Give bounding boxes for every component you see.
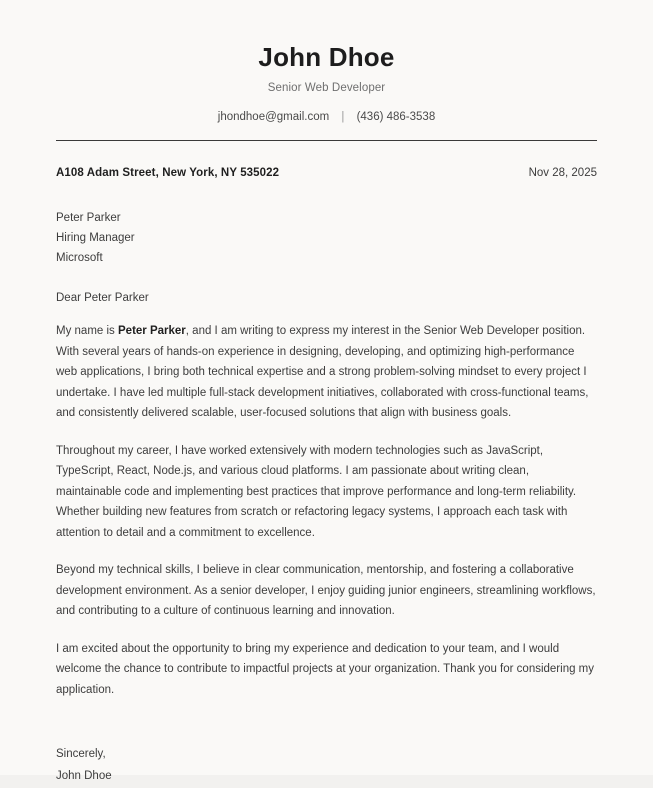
paragraph-1-rest: , and I am writing to express my interest in the Senior Web Developer position. With several years of hands-on experience in designing, developing, and optimizing high-performance web applications, I bring both technical expertise and a strong problem-solving mindset to every project I undertake. I have led multiple full-stack development initiatives, collaborated with cross-functional teams, and consistently delivered scalable, user-focused solutions that align with business goals. (56, 325, 589, 420)
contact-phone[interactable]: (436) 486-3538 (356, 111, 436, 124)
salutation: Dear Peter Parker (56, 292, 149, 305)
recipient-block (56, 209, 597, 268)
sender-address: A108 Adam Street, New York, NY 535022 (56, 167, 280, 180)
applicant-job-title: Senior Web Developer (267, 82, 386, 95)
recipient-company: Microsoft (56, 251, 103, 264)
recipient-name: Peter Parker (56, 212, 121, 225)
letter-body (56, 321, 597, 700)
address-date-row (56, 167, 597, 179)
body-paragraph-3: Beyond my technical skills, I believe in clear communication, mentorship, and fostering a collaborative development environment. As a senior developer, I enjoy guiding junior engineers, streamlining workflows, and contributing to a culture of continuous learning and innovation. (56, 564, 596, 618)
contact-separator: | (341, 111, 345, 124)
recipient-role: Hiring Manager (56, 231, 135, 244)
contact-email[interactable]: jhondhoe@gmail.com (217, 111, 330, 124)
body-paragraph-1 (56, 321, 597, 423)
letter-date: Nov 28, 2025 (528, 167, 597, 180)
letter-header (56, 0, 597, 141)
applicant-name: John Dhoe (258, 42, 395, 72)
body-paragraph-4: I am excited about the opportunity to bring my experience and dedication to your team, and I would welcome the chance to contribute to impactful projects at your organization. Thank you for considering my application. (56, 642, 595, 696)
paragraph-1-bold-name: Peter Parker (118, 325, 186, 338)
body-paragraph-2: Throughout my career, I have worked extensively with modern technologies such as JavaScript, TypeScript, React, Node.js, and various cloud platforms. I am passionate about writing clean, maintainable code and implementing best practices that improve performance and long-term reliability. Whether building new features from scratch or refactoring legacy systems, I approach each task with attention to detail and a commitment to excellence. (56, 444, 577, 539)
contact-line (56, 111, 597, 123)
signature-name: John Dhoe (56, 769, 112, 782)
closing-block (56, 744, 597, 788)
header-divider (56, 140, 597, 141)
paragraph-1-prefix: My name is (56, 325, 118, 338)
closing-word: Sincerely, (56, 747, 106, 760)
